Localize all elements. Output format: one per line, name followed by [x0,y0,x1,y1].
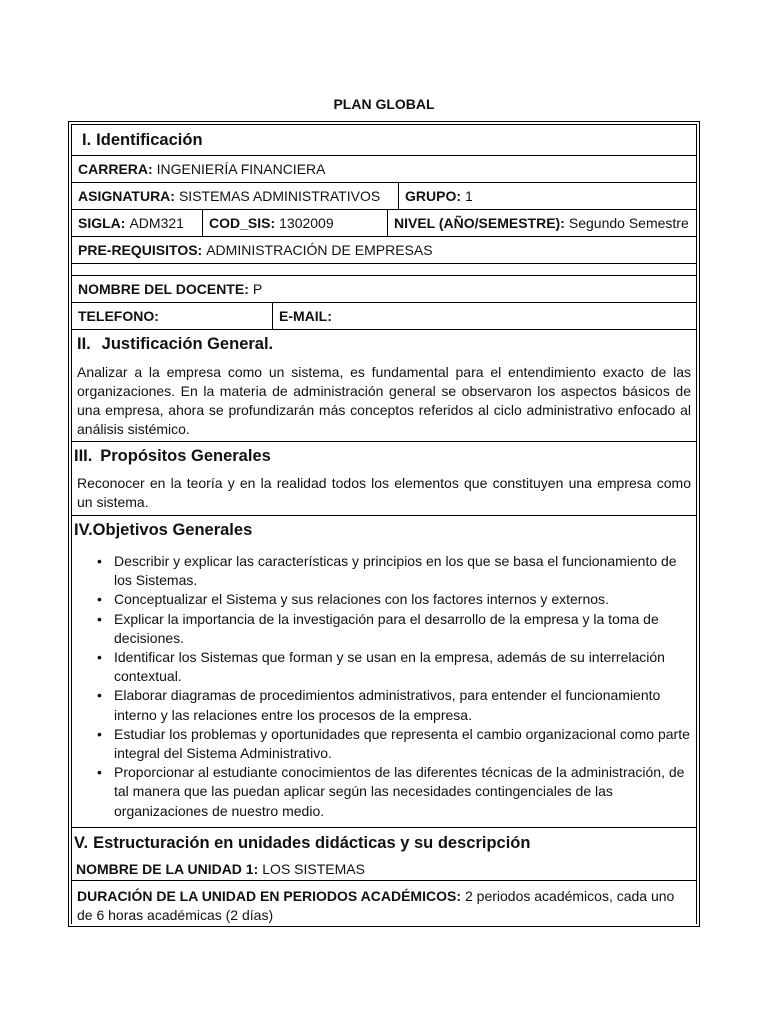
duracion-value: 2 periodos académicos, cada uno de 6 horas académicas (2 días) [77,888,675,923]
telefono-label: TELEFONO: [78,308,159,324]
unidad-label: NOMBRE DE LA UNIDAD 1: [76,861,259,877]
duracion-label: DURACIÓN DE LA UNIDAD EN PERIODOS ACADÉMICOS: [77,888,461,904]
section-title: Estructuración en unidades didácticas y su descripción [93,833,531,852]
nivel-value: Segundo Semestre [568,215,689,231]
justificacion-text: Analizar a la empresa como un sistema, es fundamental para el entendimiento exacto de las organizaciones. En la materia de administración general se observaron los aspectos básicos de una empresa, ahora se profundizarán más conceptos referidos al ciclo administrativo enfocado al análisis sistémico. [77,364,691,437]
list-item: • Proporcionar al estudiante conocimientos de las diferentes técnicas de la administración, de tal manera que las puedan aplicar según las necesidades contingenciales de las organizaciones de nuestro medio. [114,763,690,821]
objetivos-list [72,552,690,821]
list-item: • Elaborar diagramas de procedimientos administrativos, para entender el funcionamiento interno y las relaciones entre los procesos de la empresa. [114,686,690,724]
prerequisitos-value: ADMINISTRACIÓN DE EMPRESAS [206,242,433,258]
row-duracion [72,881,696,926]
section-justificacion [72,330,696,442]
asignatura-value: SISTEMAS ADMINISTRATIVOS [178,188,381,204]
list-item: • Explicar la importancia de la investigación para el desarrollo de la empresa y la toma de decisiones. [114,610,690,648]
list-item: • Estudiar los problemas y oportunidades que representa el cambio organizacional como parte integral del Sistema Administrativo. [114,725,690,763]
sigla-label: SIGLA: [78,215,126,231]
propositos-text: Reconocer en la teoría y en la realidad todos los elementos que constituyen una empresa como un sistema. [77,475,691,510]
section-number: II. [77,335,91,353]
list-item: • Describir y explicar las características y principios en los que se basa el funcionamiento de los Sistemas. [114,552,690,590]
asignatura-label: ASIGNATURA: [78,188,175,204]
plan-table-inner [71,124,697,924]
carrera-value: INGENIERÍA FINANCIERA [156,161,326,177]
section-title: Objetivos Generales [92,521,253,539]
section-number: III. [74,447,93,465]
section-number: I. [82,130,92,149]
section-identificacion-header [72,125,696,156]
row-spacer [72,264,696,276]
unidad-value: LOS SISTEMAS [262,861,365,877]
row-contacto [72,303,696,330]
grupo-value: 1 [465,188,473,204]
section-title: Identificación [96,130,203,149]
row-unidad [72,858,696,881]
prerequisitos-label: PRE-REQUISITOS: [78,242,203,258]
page-title: PLAN GLOBAL [333,96,435,112]
sigla-value: ADM321 [129,215,184,231]
row-docente [72,276,696,303]
section-objetivos [72,516,696,828]
section-number: IV. [74,521,93,539]
row-asignatura [72,183,696,210]
email-label: E-MAIL: [279,308,332,324]
row-carrera [72,156,696,183]
row-prerequisitos [72,237,696,264]
section-title: Justificación General. [101,335,274,353]
cod-sis-label: COD_SIS: [209,215,276,231]
docente-label: NOMBRE DEL DOCENTE: [78,281,249,297]
cod-sis-value: 1302009 [279,215,334,231]
list-item: • Identificar los Sistemas que forman y se usan en la empresa, además de su interrelación contextual. [114,648,690,686]
grupo-label: GRUPO: [405,188,461,204]
list-item: • Conceptualizar el Sistema y sus relaciones con los factores internos y externos. [114,590,690,609]
nivel-label: NIVEL (AÑO/SEMESTRE): [394,215,565,231]
section-estructuracion-header [72,828,696,858]
section-propositos [72,442,696,516]
plan-table [68,121,700,927]
carrera-label: CARRERA: [78,161,153,177]
row-sigla [72,210,696,237]
section-title: Propósitos Generales [100,447,271,465]
docente-value: P [252,281,263,297]
section-number: V. [74,833,89,852]
